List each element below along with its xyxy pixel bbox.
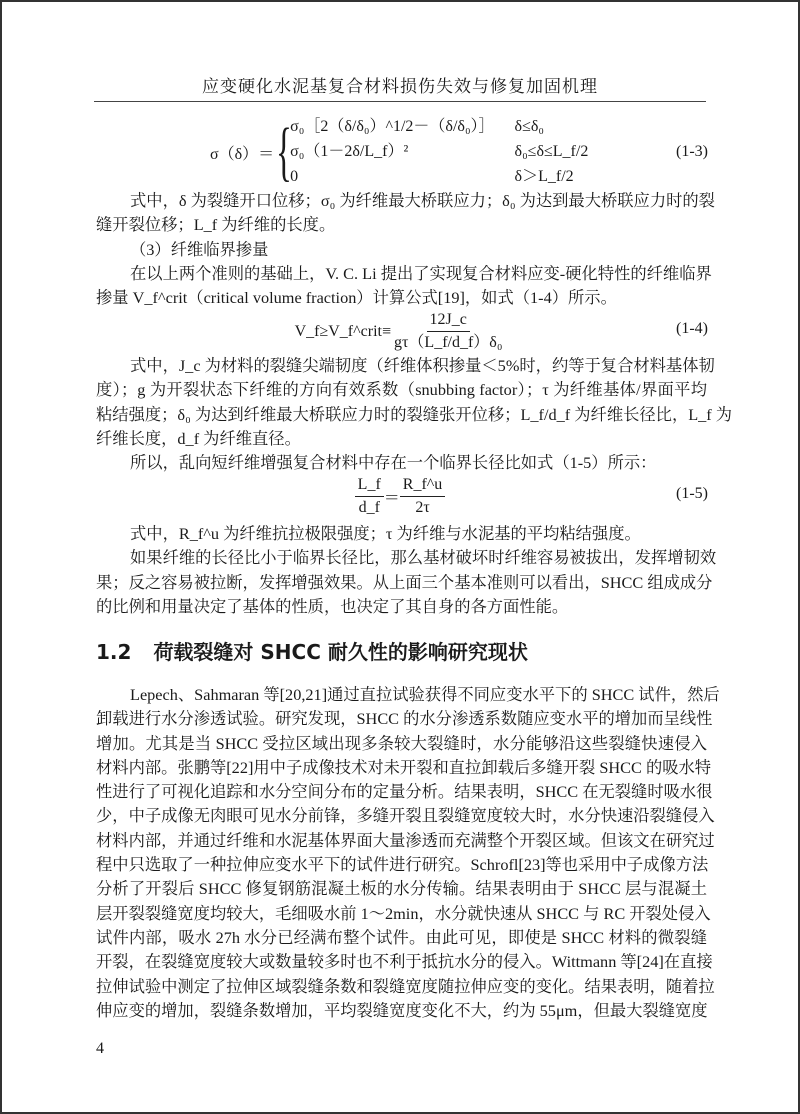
eq14-fraction bbox=[391, 309, 505, 354]
text-line: 伸应变的增加，裂缝条数增加，平均裂缝宽度变化不大，约为 55μm，但最大裂缝宽度 bbox=[96, 1000, 708, 1020]
paragraph-block-1 bbox=[96, 189, 715, 310]
eq13-row2: σ₀（1－2δ/L_f）² bbox=[290, 143, 409, 160]
eq13-cond1: δ≤δ₀ bbox=[514, 118, 544, 135]
text-line: 程中只选取了一种拉伸应变水平下的试件进行研究。Schrofl[23]等也采用中子成像方法 bbox=[96, 855, 709, 875]
text-line: 的比例和用量决定了基体的性质，也决定了其自身的各方面性能。 bbox=[96, 596, 569, 616]
eq13-row3: 0 bbox=[290, 168, 299, 185]
text-line: 卸载进行水分渗透试验。研究发现，SHCC 的水分渗透系数随应变水平的增加而呈线性 bbox=[96, 709, 713, 729]
text-line: 性进行了可视化追踪和水分空间分布的定量分析。结果表明，SHCC 在无裂缝时吸水很 bbox=[96, 782, 713, 802]
paragraph-block-2 bbox=[96, 354, 733, 475]
text-line: 式中，R_f^u 为纤维抗拉极限强度；τ 为纤维与水泥基的平均粘结强度。 bbox=[130, 524, 641, 543]
text-line: 开裂，在裂缝宽度较大或数量较多时也不利于抵抗水分的侵入。Wittmann 等[24]在直接 bbox=[96, 952, 713, 972]
brace-icon: { bbox=[276, 115, 293, 188]
eq14-numerator: 12J_c bbox=[427, 309, 470, 332]
eq14-lhs: V_f≥V_f^crit≡ bbox=[294, 322, 391, 340]
text-line: 少，中子成像无肉眼可见水分前锋，多缝开裂且裂缝宽度较大时，水分快速沿裂缝侵入 bbox=[96, 806, 715, 826]
text-line: 纤维长度，d_f 为纤维直径。 bbox=[96, 428, 301, 448]
eq15-den2: 2τ bbox=[415, 499, 430, 516]
eq14-number: (1-4) bbox=[676, 320, 708, 337]
text-line: 材料内部。张鹏等[22]用中子成像技术对未开裂和直拉卸载后多缝开裂 SHCC 的吸水特 bbox=[96, 757, 712, 777]
eq13-cond2: δ₀≤δ≤L_f/2 bbox=[514, 143, 589, 160]
text-line: 度）；g 为开裂状态下纤维的方向有效系数（snubbing factor）；τ 为纤维基体/界面平均 bbox=[96, 380, 707, 400]
eq15-den1: d_f bbox=[358, 499, 380, 516]
eq13-body bbox=[210, 116, 588, 188]
subheading: （3）纤维临界掺量 bbox=[130, 239, 269, 259]
text-line: 在以上两个准则的基础上，V. C. Li 提出了实现复合材料应变-硬化特性的纤维临界 bbox=[130, 263, 712, 283]
eq15-right-fraction bbox=[400, 474, 446, 519]
eq15-num1: L_f bbox=[355, 474, 384, 497]
text-line: 如果纤维的长径比小于临界长径比，那么基材破坏时纤维容易被拔出，发挥增韧效 bbox=[130, 548, 717, 568]
text-line: 粘结强度；δ₀ 为达到纤维最大桥联应力时的裂缝张开位移；L_f/d_f 为纤维长径比，L_f 为 bbox=[96, 404, 733, 424]
text-line: 式中，J_c 为材料的裂缝尖端韧度（纤维体积掺量＜5%时，约等于复合材料基体韧 bbox=[130, 356, 715, 375]
text-line: 增加。尤其是当 SHCC 受拉区域出现多条较大裂缝时，水分能够沿这些裂缝快速侵入 bbox=[96, 733, 707, 753]
page-number: 4 bbox=[96, 1040, 104, 1057]
eq15-left-fraction bbox=[355, 474, 384, 519]
running-header: 应变硬化水泥基复合材料损伤失效与修复加固机理 bbox=[202, 77, 598, 96]
section-title: 荷载裂缝对 SHCC 耐久性的影响研究现状 bbox=[153, 640, 528, 664]
eq15-equals: ＝ bbox=[383, 490, 400, 507]
paragraph-block-3 bbox=[96, 522, 717, 619]
eq13-lhs: σ（δ）＝ bbox=[210, 145, 275, 163]
paragraph-block-4 bbox=[96, 683, 720, 1023]
text-line: 分析了开裂后 SHCC 修复钢筋混凝土板的水分传输。结果表明由于 SHCC 层与混凝土 bbox=[96, 879, 707, 899]
eq15-number: (1-5) bbox=[676, 485, 708, 502]
eq13-number: (1-3) bbox=[676, 143, 708, 160]
eq15-num2: R_f^u bbox=[400, 474, 446, 497]
text-line: 果；反之容易被拉断，发挥增强效果。从上面三个基本准则可以看出，SHCC 组成成分 bbox=[96, 572, 713, 592]
header-rule bbox=[94, 101, 706, 102]
eq13-row1: σ₀［2（δ/δ₀）^1/2－（δ/δ₀）］ bbox=[290, 118, 495, 135]
text-line: 缝开裂位移；L_f 为纤维的长度。 bbox=[96, 215, 336, 235]
section-heading bbox=[96, 636, 528, 665]
text-line: 拉伸试验中测定了拉伸区域裂缝条数和裂缝宽度随拉伸应变的变化。结果表明，随着拉 bbox=[96, 976, 715, 996]
text-line: 式中，δ 为裂缝开口位移；σ₀ 为纤维最大桥联应力；δ₀ 为达到最大桥联应力时的裂 bbox=[130, 191, 715, 210]
text-line: Lepech、Sahmaran 等[20,21]通过直拉试验获得不同应变水平下的 SHCC 试件，然后 bbox=[130, 685, 720, 704]
text-line: 掺量 V_f^crit（critical volume fraction）计算公式[19]，如式（1-4）所示。 bbox=[96, 288, 617, 308]
text-line: 材料内部，并通过纤维和水泥基体界面大量渗透而充满整个开裂区域。但该文在研究过 bbox=[96, 830, 715, 850]
eq13-cases bbox=[290, 116, 588, 188]
text-line: 所以，乱向短纤维增强复合材料中存在一个临界长径比如式（1-5）所示： bbox=[130, 453, 657, 473]
text-line: 层开裂裂缝宽度均较大，毛细吸水前 1～2min，水分就快速从 SHCC 与 RC 开裂处侵入 bbox=[96, 903, 711, 923]
eq13-cond3: δ＞L_f/2 bbox=[514, 168, 574, 185]
text-line: 试件内部，吸水 27h 水分已经满布整个试件。由此可见，即使是 SHCC 材料的微裂缝 bbox=[96, 927, 707, 947]
eq14-denominator: gτ（L_f/d_f）δ₀ bbox=[393, 334, 503, 351]
section-number: 1.2 bbox=[96, 640, 132, 664]
